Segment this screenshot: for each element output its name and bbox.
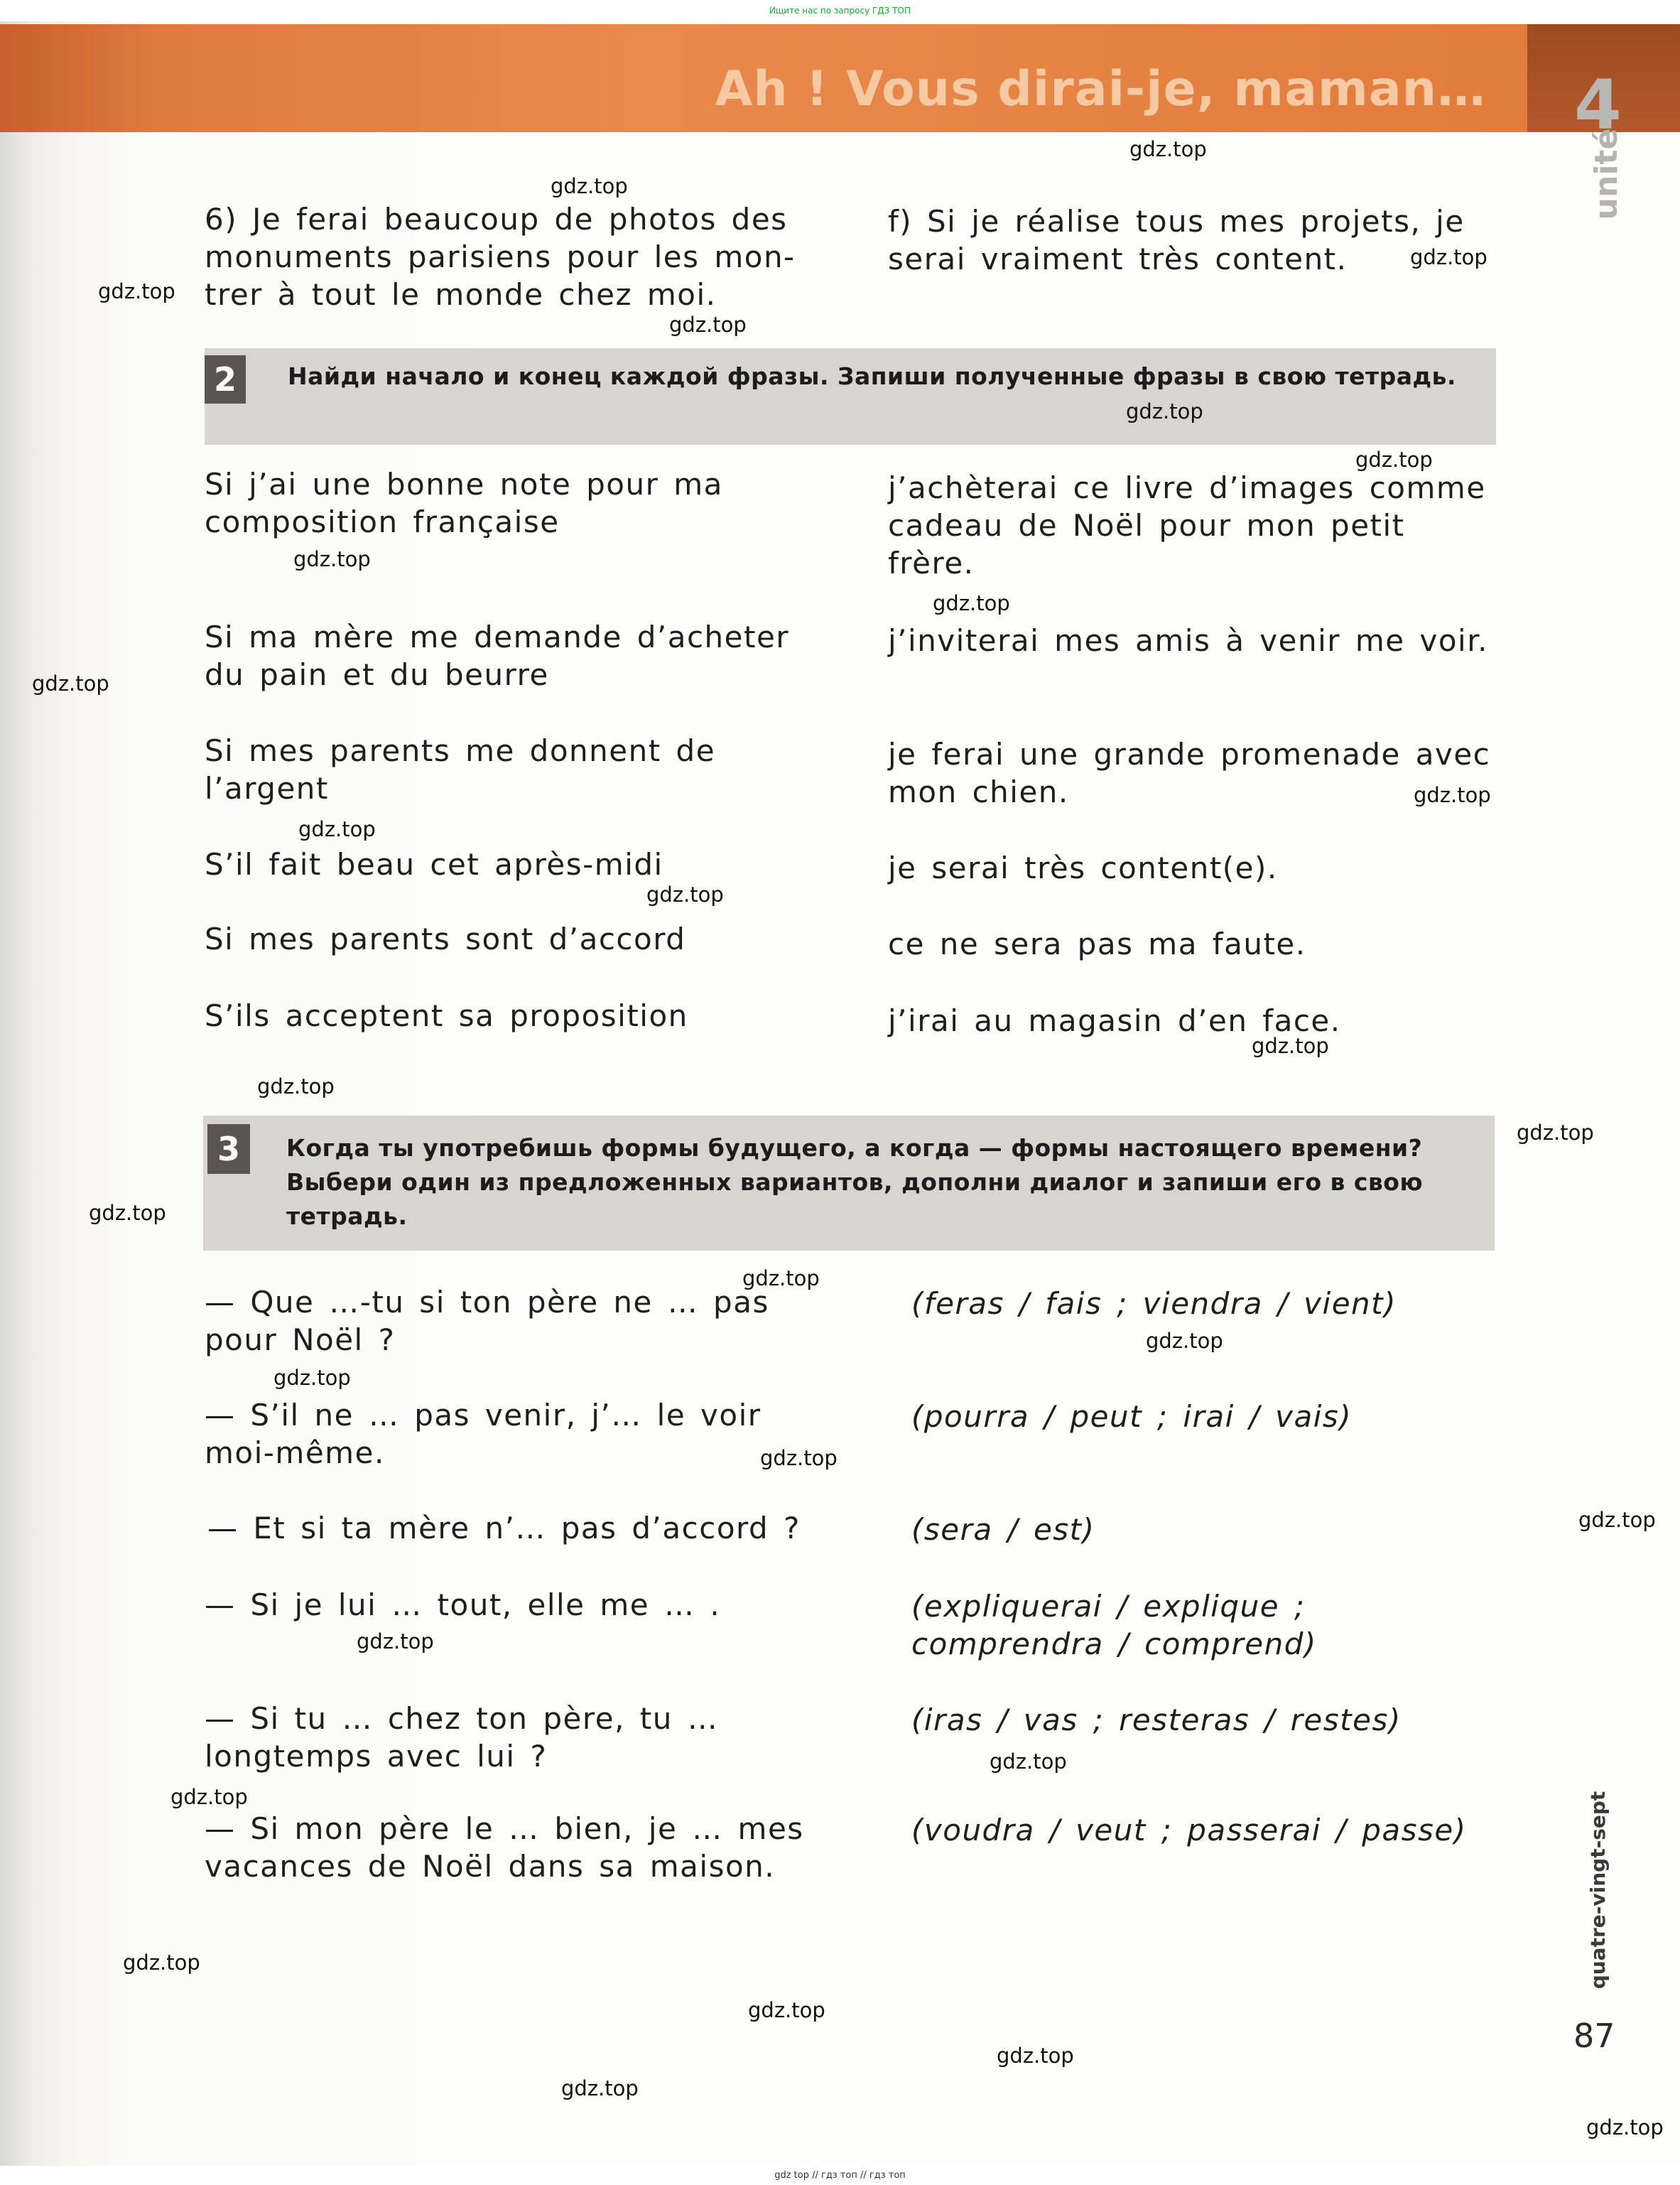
watermark: gdz.top — [669, 313, 747, 337]
watermark: gdz.top — [997, 2044, 1074, 2068]
watermark: gdz.top — [561, 2076, 639, 2100]
watermark: gdz.top — [273, 1366, 351, 1390]
watermark: gdz.top — [990, 1749, 1067, 1774]
task-3-instruction: Когда ты употребишь формы будущего, а когда — формы настоящего времени? Выбери один из предложенных вариантов, дополни диалог и запиши его в свою тетрадь. — [286, 1134, 1424, 1230]
dialogue-line-2: — S’il ne … pas venir, j’… le voir moi-même. — [205, 1398, 762, 1470]
watermark: gdz.top — [1517, 1121, 1594, 1145]
page-number: 87 — [1573, 2017, 1615, 2055]
watermark: gdz.top — [89, 1201, 166, 1225]
dialogue-line-6: — Si mon père le … bien, je … mes vacances de Noël dans sa maison. — [205, 1811, 804, 1884]
task-2-beginning-5: Si mes parents sont d’accord — [205, 922, 686, 956]
page-word-number: quatre-vingt-sept — [1586, 1791, 1610, 1990]
watermark: gdz.top — [1355, 448, 1433, 472]
watermark: gdz.top — [123, 1951, 200, 1975]
dialogue-line-4: — Si je lui … tout, elle me … . — [205, 1587, 721, 1622]
task-2-beginning-1: Si j’ai une bonne note pour ma composition française — [205, 467, 723, 539]
dialogue-options-2: (pourra / peut ; irai / vais) — [911, 1399, 1353, 1434]
task-2-ending-6: j’irai au magasin d’en face. — [888, 1003, 1341, 1038]
task-2-beginning-4: S’il fait beau cet après-midi — [205, 847, 663, 882]
watermark: gdz.top — [760, 1446, 838, 1470]
unit-number: 4 — [1574, 65, 1622, 145]
watermark: gdz.top — [1410, 245, 1487, 269]
chapter-banner — [0, 24, 1527, 132]
watermark: gdz.top — [1129, 137, 1207, 161]
unit-label: unité — [1588, 128, 1625, 220]
task-2-ending-5: ce ne sera pas ma faute. — [888, 927, 1306, 961]
task-3-number: 3 — [207, 1124, 250, 1174]
task-2-ending-1: j’achèterai ce livre d’images comme cadeau de Noël pour mon petit frère. — [888, 470, 1486, 581]
bottom-footer-links[interactable]: gdz top // гдз топ // гдз топ — [0, 2166, 1680, 2185]
watermark: gdz.top — [1126, 399, 1203, 423]
watermark: gdz.top — [742, 1266, 820, 1290]
dialogue-line-5: — Si tu … chez ton père, tu … longtemps avec lui ? — [205, 1701, 719, 1774]
watermark: gdz.top — [1146, 1329, 1223, 1353]
watermark: gdz.top — [357, 1629, 434, 1653]
item-6-text: 6) Je ferai beaucoup de photos des monuments parisiens pour les mon-trer à tout le monde chez moi. — [205, 202, 796, 312]
task-2-beginning-6: S’ils acceptent sa proposition — [205, 998, 688, 1033]
dialogue-options-5: (iras / vas ; resteras / restes) — [911, 1703, 1402, 1737]
watermark: gdz.top — [98, 279, 175, 303]
watermark: gdz.top — [933, 591, 1010, 615]
dialogue-line-3: — Et si ta mère n’… pas d’accord ? — [207, 1511, 801, 1545]
task-2-beginning-2: Si ma mère me demande d’acheter du pain et du beurre — [205, 620, 790, 692]
dialogue-options-3: (sera / est) — [911, 1512, 1095, 1547]
watermark: gdz.top — [32, 671, 109, 696]
task-2-ending-4: je serai très content(e). — [888, 851, 1278, 885]
chapter-title: Ah ! Vous dirai-je, maman… — [715, 61, 1486, 117]
watermark: gdz.top — [170, 1785, 248, 1809]
watermark: gdz.top — [1252, 1034, 1329, 1058]
watermark: gdz.top — [646, 883, 724, 907]
top-search-hint[interactable]: Ищите нас по запросу ГДЗ ТОП — [0, 0, 1680, 21]
watermark: gdz.top — [1586, 2115, 1664, 2140]
watermark: gdz.top — [748, 1998, 825, 2022]
watermark: gdz.top — [1578, 1508, 1656, 1532]
dialogue-options-4: (expliquerai / explique ; comprendra / comprend) — [911, 1589, 1317, 1661]
task-2-instruction: Найди начало и конец каждой фразы. Запиши полученные фразы в свою тетрадь. — [288, 362, 1457, 390]
watermark: gdz.top — [1414, 783, 1491, 807]
dialogue-line-1: — Que …-tu si ton père ne … pas pour Noël ? — [205, 1285, 769, 1357]
dialogue-options-1: (feras / fais ; viendra / vient) — [911, 1286, 1397, 1321]
watermark: gdz.top — [298, 817, 376, 841]
task-2-beginning-3: Si mes parents me donnent de l’argent — [205, 733, 716, 806]
watermark: gdz.top — [551, 174, 628, 198]
item-f-text: f) Si je réalise tous mes projets, je serai vraiment très content. — [888, 204, 1465, 276]
watermark: gdz.top — [257, 1074, 335, 1099]
dialogue-options-6: (voudra / veut ; passerai / passe) — [911, 1813, 1467, 1847]
task-2-number: 2 — [205, 355, 246, 404]
watermark: gdz.top — [293, 547, 371, 571]
task-2-ending-2: j’inviterai mes amis à venir me voir. — [888, 623, 1488, 658]
task-2-ending-3: je ferai une grande promenade avec mon chien. — [888, 737, 1491, 809]
